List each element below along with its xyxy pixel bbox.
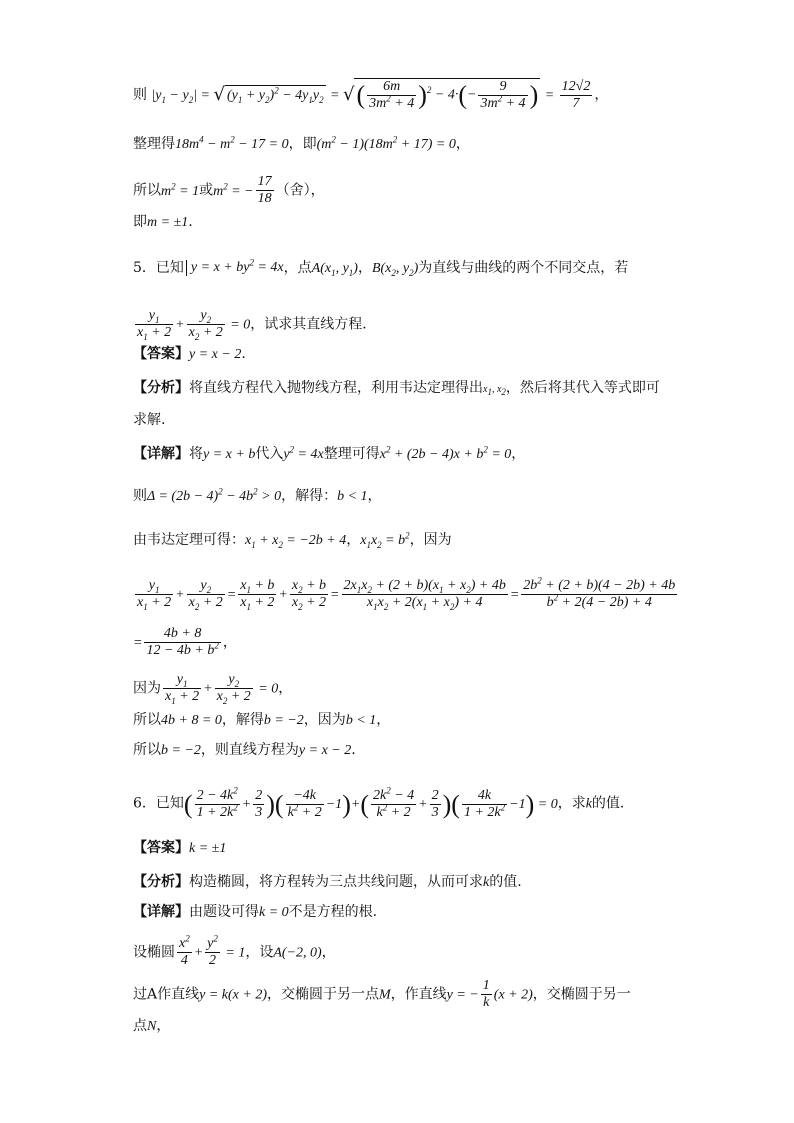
text: 则 bbox=[133, 87, 147, 103]
text: ，交椭圆于另一点 bbox=[267, 986, 379, 1003]
eq-abs-difference: 则 $|y_1 - y_2|$ = √ $(y_1 + y_2)^2 - 4y_1y_2$ = √( $\frac{6m}{3m^2 + 4}$ )$^2$ − 4·(− $\frac{9}{3m^2 + 4}$ ) = $\frac{12√2}{7}$ ， bbox=[133, 78, 609, 111]
question-6: 6．已知( $\frac{2 - 4k^2}{1 + 2k^2}$ + $\frac{2}{3}$ )( $\frac{-4k}{k^2 + 2}$ −1)+( $\frac{2k^2 - 4}{k^2 + 2}$ + $\frac{2}{3}$ )( $\frac{4k}{1 + 2k^2}$ −1) = 0，求k的值． bbox=[133, 785, 634, 820]
detail-6-lines: 过A作直线y = k(x + 2)，交椭圆于另一点M，作直线y = − $\frac{1}{k}$ (x + 2)，交椭圆于另一 bbox=[133, 978, 631, 1010]
detail-5-result: = $\frac{4b + 8}{12 - 4b + b^2}$ ， bbox=[133, 626, 237, 658]
text: . bbox=[351, 742, 356, 758]
text: ， bbox=[594, 87, 609, 103]
text: ， bbox=[156, 1018, 171, 1034]
answer-6: 【答案】k = ±1 bbox=[133, 840, 227, 856]
text: ， bbox=[321, 944, 336, 961]
text: 不是方程的根. bbox=[288, 904, 378, 920]
analysis-5-cont bbox=[133, 410, 165, 430]
detail-6-point-n: 点N， bbox=[133, 1018, 171, 1034]
text: ， bbox=[346, 532, 361, 548]
text: ，因为 bbox=[409, 532, 452, 548]
question-5: 5．已知 $y = x + by^2 = 4x$，点$A(x_1$, $y_1$)，$B(x_2$, $y_2$)为直线与曲线的两个不同交点，若 bbox=[133, 257, 629, 278]
detail-5-because: 因为 $\frac{y_1}{x_1 + 2}$ + $\frac{y_2}{x_2 + 2}$ = 0， bbox=[133, 672, 293, 706]
text: . bbox=[241, 346, 246, 362]
text: ，即 bbox=[288, 136, 317, 152]
text: ，求 bbox=[557, 795, 586, 812]
eq-m-solutions: 所以$m^2 = 1$或$m^2$ = − $\frac{17}{18}$ （舍）， bbox=[133, 174, 325, 206]
text: ，点 bbox=[283, 260, 312, 276]
text: ，然后将其代入等式即可 bbox=[505, 380, 660, 396]
text: 的值． bbox=[591, 795, 634, 812]
text: 求解. bbox=[133, 412, 166, 428]
text: ， bbox=[376, 712, 391, 728]
text: 即 bbox=[133, 214, 147, 230]
detail-5-discriminant: 则$\Delta = (2b - 4)^2 - 4b^2 > 0$，解得：b < 1， bbox=[133, 486, 382, 504]
text: ，因为 bbox=[303, 712, 346, 728]
text: ，设 bbox=[245, 944, 274, 961]
text: （舍）， bbox=[275, 182, 325, 199]
text: 设椭圆 bbox=[133, 944, 175, 961]
detail-5-vieta: 由韦达定理可得：$x_1 + x_2 = -2b + 4$，$x_1x_2 = b^2$，因为 bbox=[133, 530, 452, 550]
text: 整理得 bbox=[133, 136, 175, 152]
text: 所以 bbox=[133, 182, 161, 199]
text: 【分析】 bbox=[133, 874, 189, 890]
detail-5-expansion: $\frac{y_1}{x_1 + 2}$ + $\frac{y_2}{x_2 + 2}$ = $\frac{x_1 + b}{x_1 + 2}$ + $\frac{x_2 + b}{x_2 + 2}$ = $\frac{2x_1x_2 + (2 + b)(x_1 + x_2) + 4b}{x_1x_2 + 2(x_1 + x_2) + 4}$ = $\frac{2b^2 + (2 + b)(4 - 2b) + 4b}{b^2 + 2(4 - 2b) + 4}$ bbox=[137, 575, 676, 612]
text: 【答案】 bbox=[133, 840, 189, 856]
detail-5-solve-b: 所以4b + 8 = 0，解得b = −2，因为b < 1， bbox=[133, 712, 391, 728]
text: 则 bbox=[133, 488, 147, 504]
text: ，解得 bbox=[221, 712, 264, 728]
text: 【分析】 bbox=[133, 380, 189, 396]
text: ，则直线方程为 bbox=[200, 742, 299, 758]
text: 由韦达定理可得： bbox=[133, 532, 245, 548]
text: 构造椭圆，将方程转为三点共线问题，从而可求 bbox=[189, 874, 483, 890]
text: 过A作直线 bbox=[133, 986, 200, 1003]
text: 由题设可得 bbox=[189, 904, 259, 920]
text: ， bbox=[222, 634, 237, 651]
eq-simplify: 整理得$18m^4 - m^2 - 17 = 0$，即$(m^2 - 1)(18m^2 + 17) = 0$， bbox=[133, 134, 470, 152]
text: ，解得： bbox=[281, 488, 338, 504]
text: 所以 bbox=[133, 712, 161, 728]
text: 所以 bbox=[133, 742, 161, 758]
detail-5-conclusion: 所以b = −2，则直线方程为y = x − 2. bbox=[133, 742, 356, 758]
text: 点 bbox=[133, 1018, 147, 1034]
detail-6: 【详解】由题设可得k = 0不是方程的根. bbox=[133, 904, 378, 920]
question-5-cont: $\frac{y_1}{x_1 + 2}$ + $\frac{y_2}{x_2 + 2}$ = 0，试求其直线方程． bbox=[137, 308, 377, 342]
text: 将 bbox=[189, 446, 203, 462]
text: ，作直线 bbox=[390, 986, 447, 1003]
analysis-6: 【分析】构造椭圆，将方程转为三点共线问题，从而可求k的值. bbox=[133, 874, 522, 890]
text: 代入 bbox=[255, 446, 284, 462]
text: 【详解】 bbox=[133, 446, 189, 462]
text: 将直线方程代入抛物线方程，利用韦达定理得出 bbox=[189, 380, 483, 396]
text: ， bbox=[367, 488, 382, 504]
text: 整理可得 bbox=[323, 446, 380, 462]
text: . bbox=[188, 214, 193, 230]
text: 或 bbox=[199, 182, 214, 199]
text: ， bbox=[511, 446, 526, 462]
analysis-5: 【分析】将直线方程代入抛物线方程，利用韦达定理得出$x_1$, $x_2$，然后将其代入等式即可 bbox=[133, 380, 660, 397]
text: 【详解】 bbox=[133, 904, 189, 920]
text: 为直线与曲线的两个不同交点，若 bbox=[418, 260, 629, 276]
text: ，试求其直线方程． bbox=[250, 316, 377, 333]
text: 因为 bbox=[133, 680, 161, 697]
text: 5．已知 bbox=[133, 260, 184, 276]
answer-5: 【答案】y = x − 2. bbox=[133, 346, 246, 362]
text: 6．已知 bbox=[133, 795, 184, 812]
text: 【答案】 bbox=[133, 346, 189, 362]
detail-6-ellipse: 设椭圆 $\frac{x^2}{4}$ + $\frac{y^2}{2}$ = 1，设A(−2, 0)， bbox=[133, 933, 336, 968]
text: ， bbox=[278, 680, 293, 697]
detail-5: 【详解】将y = x + b代入$y^2 = 4x$整理可得$x^2 + (2b - 4)x + b^2 = 0$， bbox=[133, 444, 526, 462]
text: 的值. bbox=[489, 874, 522, 890]
text: ，交椭圆于另一 bbox=[532, 986, 631, 1003]
eq-m-value: 即m = ±1. bbox=[133, 214, 193, 230]
text: ， bbox=[455, 136, 470, 152]
